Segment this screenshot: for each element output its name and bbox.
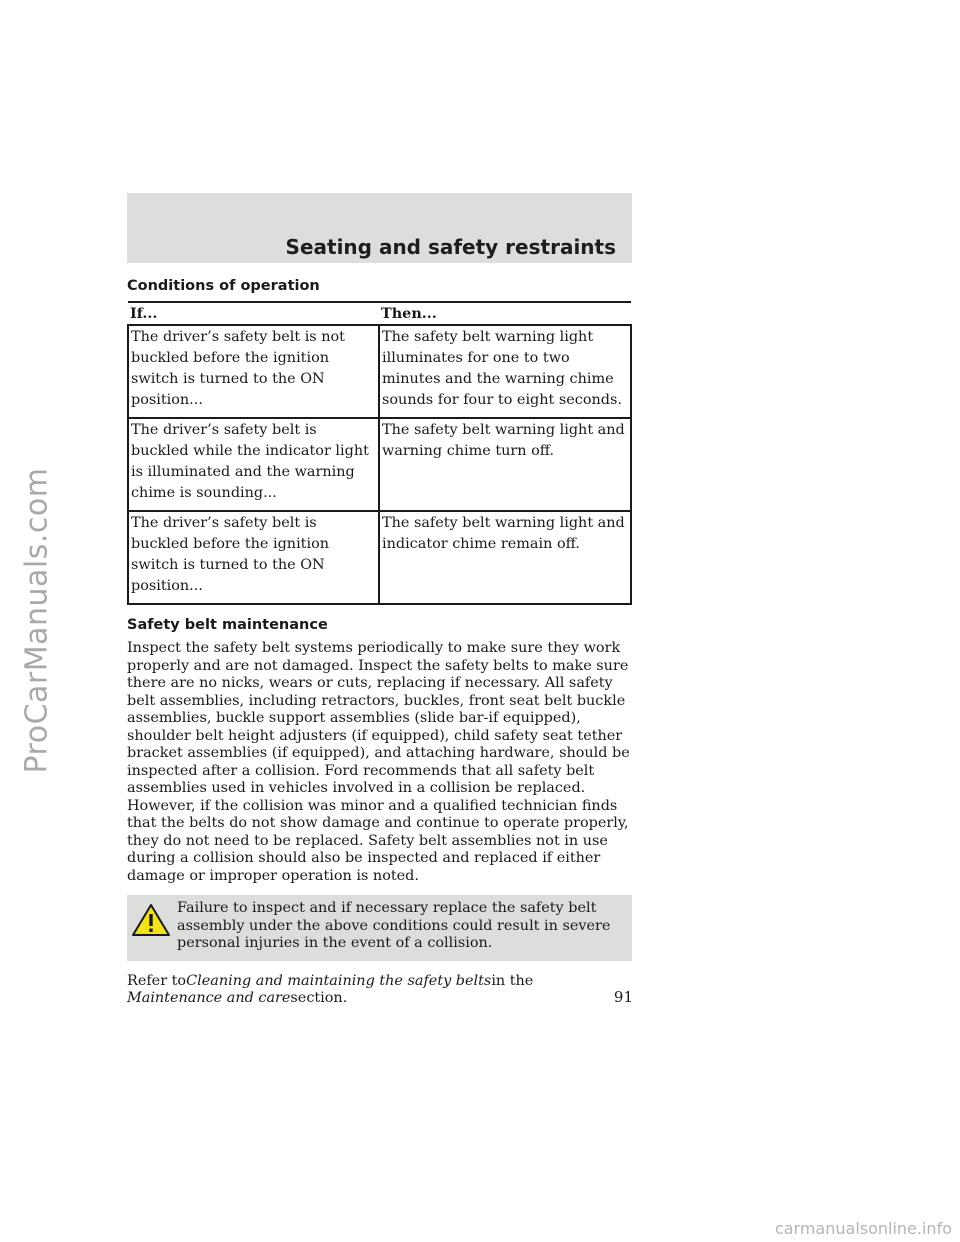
page-number: 91 bbox=[613, 988, 633, 1006]
page-content bbox=[127, 278, 632, 1008]
refer-suffix: section. bbox=[290, 990, 348, 1006]
refer-mid: in the bbox=[491, 972, 534, 989]
table-row bbox=[128, 418, 631, 511]
column-header-then: Then... bbox=[379, 302, 631, 325]
result-cell: The safety belt warning light and indicator chime remain off. bbox=[379, 511, 631, 604]
condition-cell: The driver’s safety belt is buckled before the ignition switch is turned to the ON position... bbox=[128, 511, 379, 604]
section-header bbox=[127, 193, 632, 263]
maintenance-heading: Safety belt maintenance bbox=[127, 617, 328, 633]
refer-link-cleaning[interactable]: Cleaning and maintaining the safety belts bbox=[186, 972, 492, 989]
conditions-heading: Conditions of operation bbox=[127, 278, 320, 294]
footer-watermark: carmanualsonline.info bbox=[774, 1219, 952, 1238]
table-row bbox=[128, 325, 631, 418]
condition-cell: The driver’s safety belt is not buckled before the ignition switch is turned to the ON position... bbox=[128, 325, 379, 418]
table-row bbox=[128, 511, 631, 604]
result-cell: The safety belt warning light and warning chime turn off. bbox=[379, 418, 631, 511]
maintenance-body: Inspect the safety belt systems periodically to make sure they work properly and are not damaged. Inspect the safety belts to make sure there are no nicks, wears or cuts, replacing if necessary. All safety belt assemblies, including retractors, buckles, front seat belt buckle assemblies, buckle support assemblies (slide bar-if equipped), shoulder belt height adjusters (if equipped), child safety seat tether bracket assemblies (if equipped), and attaching hardware, should be inspected after a collision. Ford recommends that all safety belt assemblies used in vehicles involved in a collision be replaced. However, if the collision was minor and a qualified technician finds that the belts do not show damage and continue to operate properly, they do not need to be replaced. Safety belt assemblies not in use during a collision should also be inspected and replaced if either damage or improper operation is noted. bbox=[127, 640, 630, 884]
condition-cell: The driver’s safety belt is buckled while the indicator light is illuminated and the warning chime is sounding... bbox=[128, 418, 379, 511]
warning-triangle-icon bbox=[131, 903, 171, 937]
conditions-table bbox=[127, 301, 632, 605]
side-watermark bbox=[14, 370, 60, 870]
column-header-if: If... bbox=[128, 302, 379, 325]
side-watermark-text: ProCarManuals.com bbox=[19, 466, 55, 774]
section-title: Seating and safety restraints bbox=[285, 235, 616, 259]
refer-link-maintenance[interactable]: Maintenance and care bbox=[127, 990, 291, 1006]
result-cell: The safety belt warning light illuminates for one to two minutes and the warning chime sounds for four to eight seconds. bbox=[379, 325, 631, 418]
refer-paragraph bbox=[127, 973, 632, 1008]
table-header-row bbox=[128, 302, 631, 325]
warning-text: Failure to inspect and if necessary replace the safety belt assembly under the above conditions could result in severe personal injuries in the event of a collision. bbox=[177, 900, 611, 951]
refer-prefix: Refer to bbox=[127, 972, 187, 989]
warning-box bbox=[127, 895, 632, 961]
